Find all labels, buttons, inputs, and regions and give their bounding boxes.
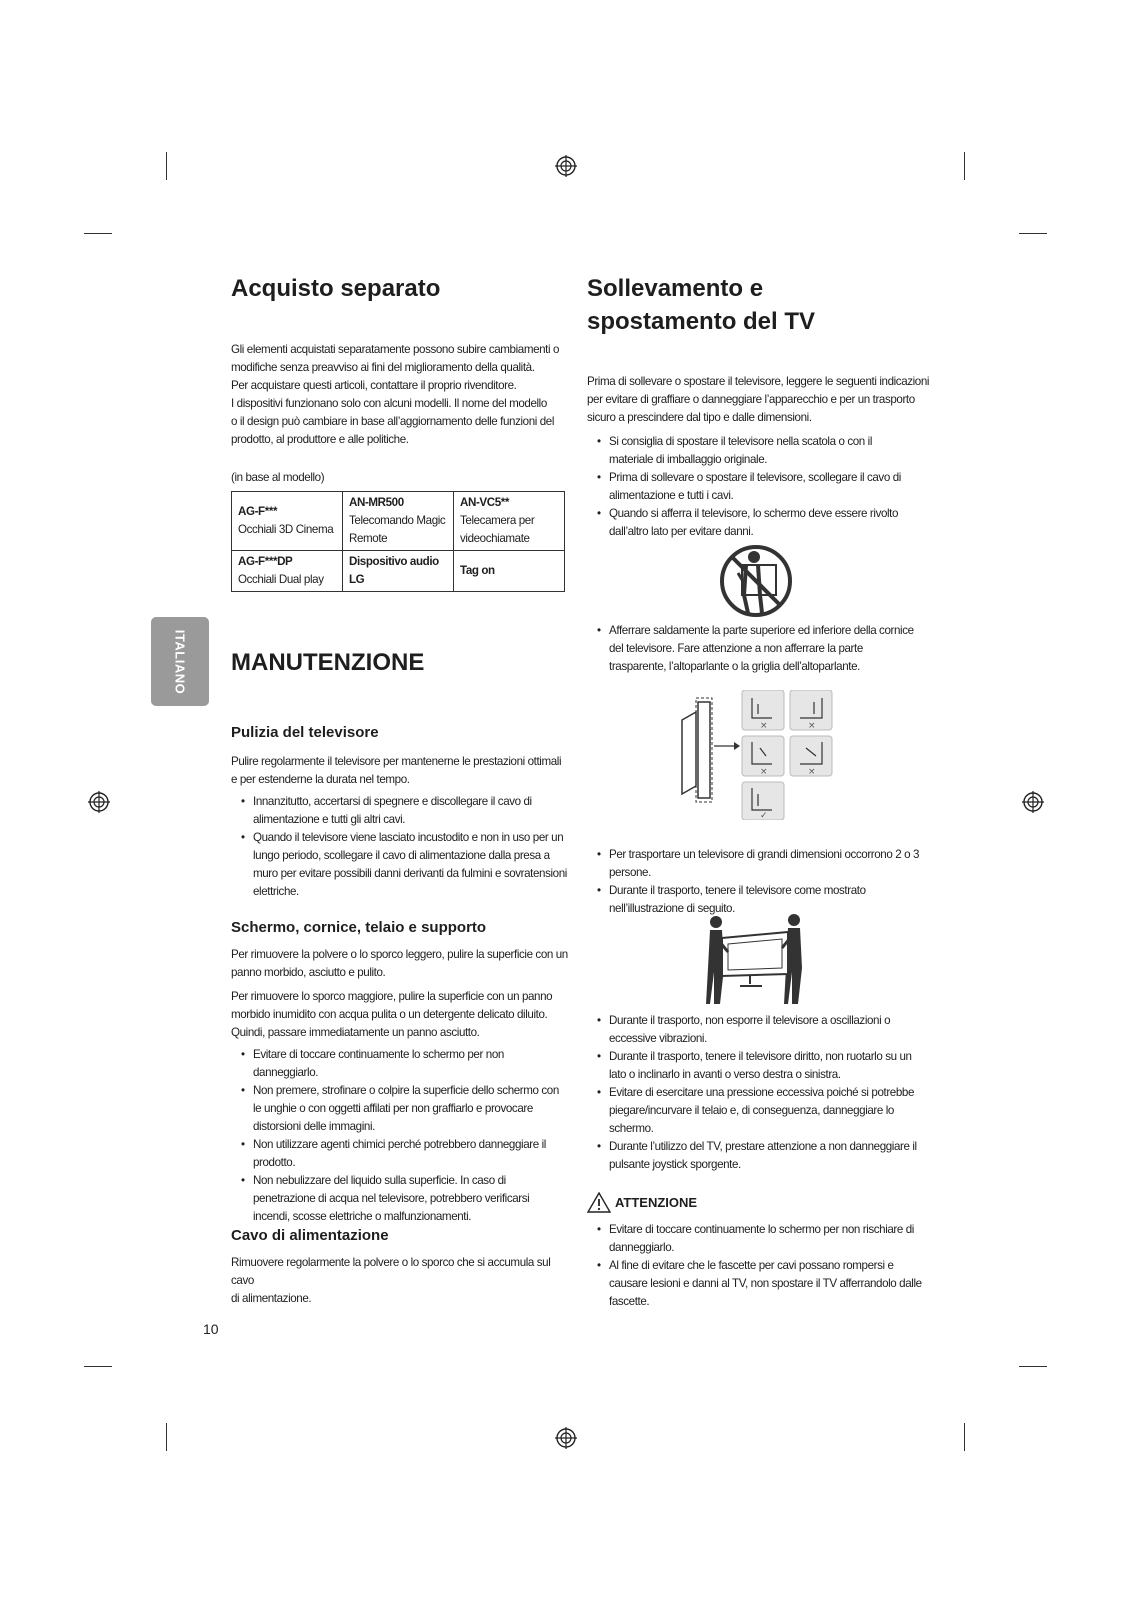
accessory-code: AN-VC5**: [460, 496, 509, 509]
cable-text-line: Rimuovere regolarmente la polvere o lo sporco che si accumula sul cavo: [231, 1256, 551, 1287]
screen-para-line: morbido inumidito con acqua pulita o un detergente delicato diluito.: [231, 1008, 548, 1021]
purchase-intro-line: o il design può cambiare in base all’aggiornamento delle funzioni del: [231, 415, 555, 428]
lifting-intro-line: Prima di sollevare o spostare il televisore, leggere le seguenti indicazioni: [587, 375, 930, 388]
list-item: • Si consiglia di spostare il televisore nella scatola o con il materiale di imballaggio originale.: [587, 433, 917, 469]
list-item: • Per trasportare un televisore di grandi dimensioni occorrono 2 o 3 persone.: [587, 846, 922, 882]
table-cell: [454, 551, 565, 592]
list-item: • Durante l’utilizzo del TV, prestare attenzione a non danneggiare il pulsante joystick sporgente.: [587, 1138, 922, 1174]
table-cell: [232, 492, 343, 551]
list-item: • Prima di sollevare o spostare il televisore, scollegare il cavo di alimentazione e tutti i cavi.: [587, 469, 917, 505]
crop-mark: [964, 152, 965, 180]
table-row: [232, 551, 565, 592]
list-item: • Durante il trasporto, tenere il televisore diritto, non ruotarlo su un lato o inclinarlo in avanti o verso destra o sinistra.: [587, 1048, 922, 1084]
warning-triangle-icon: [587, 1192, 611, 1213]
table-row: [232, 492, 565, 551]
screen-para-line: Per rimuovere la polvere o lo sporco leggero, pulire la superficie con un: [231, 948, 568, 961]
list-item: • Al fine di evitare che le fascette per cavi possano rompersi e causare lesioni e danni al TV, non spostare il TV afferrandolo dalle fascette.: [587, 1257, 922, 1311]
language-tab-label: ITALIANO: [172, 629, 188, 694]
screen-para-line: Per rimuovere lo sporco maggiore, pulire la superficie con un panno: [231, 990, 553, 1003]
screen-para-line: Quindi, passare immediatamente un panno asciutto.: [231, 1026, 480, 1039]
accessory-desc: Occhiali 3D Cinema: [238, 523, 334, 536]
crop-mark: [166, 152, 167, 180]
registration-mark-icon: [1022, 791, 1044, 813]
cable-title: Cavo di alimentazione: [231, 1227, 389, 1244]
accessory-code: AN-MR500: [349, 496, 404, 509]
accessory-desc: Telecamera per videochiamate: [460, 514, 535, 545]
grip-diagram-icon: [676, 690, 836, 820]
list-item: • Durante il trasporto, non esporre il televisore a oscillazioni o eccessive vibrazioni.: [587, 1012, 922, 1048]
table-cell: [232, 551, 343, 592]
list-item: • Afferrare saldamente la parte superiore ed inferiore della cornice del televisore. Fare attenzione a non afferrare la parte trasparente, l’altoparlante o la griglia dell’altoparlante.: [587, 622, 922, 676]
purchase-intro: [231, 341, 576, 449]
cable-section: [231, 1226, 576, 1308]
list-item: • Quando si afferra il televisore, lo schermo deve essere rivolto dall’altro lato per evitare danni.: [587, 505, 917, 541]
crop-mark: [1019, 1366, 1047, 1367]
purchase-intro-line: modifiche senza preavviso ai fini del miglioramento della qualità.: [231, 361, 535, 374]
model-note: (in base al modello): [231, 471, 325, 484]
cleaning-section: [231, 723, 576, 901]
accessory-code: AG-F***DP: [238, 555, 293, 568]
table-cell: [454, 492, 565, 551]
svg-text:✓: ✓: [760, 811, 768, 820]
lifting-title-line: spostamento del TV: [587, 308, 816, 335]
maintenance-title: MANUTENZIONE: [231, 649, 425, 676]
list-item: • Evitare di esercitare una pressione eccessiva poiché si potrebbe piegare/incurvare il telaio e, di conseguenza, danneggiare lo schermo.: [587, 1084, 922, 1138]
table-cell: [343, 551, 454, 592]
transport-cautions: [587, 1012, 922, 1174]
registration-mark-icon: [555, 155, 577, 177]
table-cell: [343, 492, 454, 551]
purchase-intro-line: Per acquistare questi articoli, contattare il proprio rivenditore.: [231, 379, 517, 392]
svg-text:×: ×: [760, 767, 768, 777]
list-item: • Durante il trasporto, tenere il televisore come mostrato nell’illustrazione di seguito.: [587, 882, 922, 918]
svg-text:×: ×: [808, 767, 816, 777]
screen-section: [231, 918, 576, 1226]
no-carry-icon: [718, 543, 794, 619]
accessory-code: Tag on: [460, 564, 495, 577]
grip-text: [587, 622, 922, 676]
registration-mark-icon: [88, 791, 110, 813]
list-item: • Non premere, strofinare o colpire la superficie dello schermo con le unghie o con oggetti affilati per non graffiarlo e provocare distorsioni delle immagini.: [231, 1082, 566, 1136]
crop-mark: [84, 1366, 112, 1367]
lifting-intro-line: per evitare di graffiare o danneggiare l’apparecchio e per un trasporto: [587, 393, 915, 406]
svg-text:×: ×: [808, 721, 816, 731]
crop-mark: [1019, 233, 1047, 234]
lifting-intro: [587, 373, 932, 541]
purchase-section: [231, 272, 571, 305]
screen-para-line: panno morbido, asciutto e pulito.: [231, 966, 386, 979]
cleaning-intro-line: Pulire regolarmente il televisore per mantenerne le prestazioni ottimali: [231, 755, 562, 768]
language-tab: [151, 617, 209, 706]
svg-text:×: ×: [760, 721, 768, 731]
warning-title: ATTENZIONE: [615, 1194, 698, 1210]
crop-mark: [964, 1423, 965, 1451]
two-people-carry-icon: [706, 912, 806, 1004]
list-item: • Quando il televisore viene lasciato incustodito e non in uso per un lungo periodo, scollegare il cavo di alimentazione dalla presa a muro per evitare possibili danni derivanti da fulmini e sovratensioni elettriche.: [231, 829, 571, 901]
lifting-title-line: Sollevamento e: [587, 275, 764, 302]
crop-mark: [84, 233, 112, 234]
accessory-desc: Occhiali Dual play: [238, 573, 324, 586]
list-item: • Non nebulizzare del liquido sulla superficie. In caso di penetrazione di acqua nel televisore, potrebbero verificarsi incendi, scosse elettriche o malfunzionamenti.: [231, 1172, 566, 1226]
accessory-code: AG-F***: [238, 505, 278, 518]
list-item: • Evitare di toccare continuamente lo schermo per non rischiare di danneggiarlo.: [587, 1221, 922, 1257]
lifting-intro-line: sicuro a prescindere dal tipo e dalle dimensioni.: [587, 411, 812, 424]
list-item: • Evitare di toccare continuamente lo schermo per non danneggiarlo.: [231, 1046, 566, 1082]
accessory-desc: Telecomando Magic Remote: [349, 514, 446, 545]
accessory-code: Dispositivo audio LG: [349, 555, 439, 586]
maintenance-section: [231, 646, 424, 679]
purchase-intro-line: Gli elementi acquistati separatamente possono subire cambiamenti o: [231, 343, 560, 356]
list-item: • Non utilizzare agenti chimici perché potrebbero danneggiare il prodotto.: [231, 1136, 566, 1172]
registration-mark-icon: [555, 1427, 577, 1449]
cleaning-intro-line: e per estenderne la durata nel tempo.: [231, 773, 410, 786]
purchase-title: Acquisto separato: [231, 275, 441, 302]
cable-text-line: di alimentazione.: [231, 1292, 312, 1305]
list-item: • Innanzitutto, accertarsi di spegnere e discollegare il cavo di alimentazione e tutti gli altri cavi.: [231, 793, 571, 829]
page-number: 10: [203, 1321, 219, 1337]
cleaning-title: Pulizia del televisore: [231, 724, 379, 741]
accessory-table: [231, 491, 565, 592]
transport-text: [587, 846, 922, 918]
warning-section: [587, 1192, 932, 1311]
lifting-section: [587, 272, 927, 338]
purchase-intro-line: prodotto, al produttore e alle politiche.: [231, 433, 409, 446]
screen-title: Schermo, cornice, telaio e supporto: [231, 919, 487, 936]
crop-mark: [166, 1423, 167, 1451]
purchase-intro-line: I dispositivi funzionano solo con alcuni modelli. Il nome del modello: [231, 397, 547, 410]
